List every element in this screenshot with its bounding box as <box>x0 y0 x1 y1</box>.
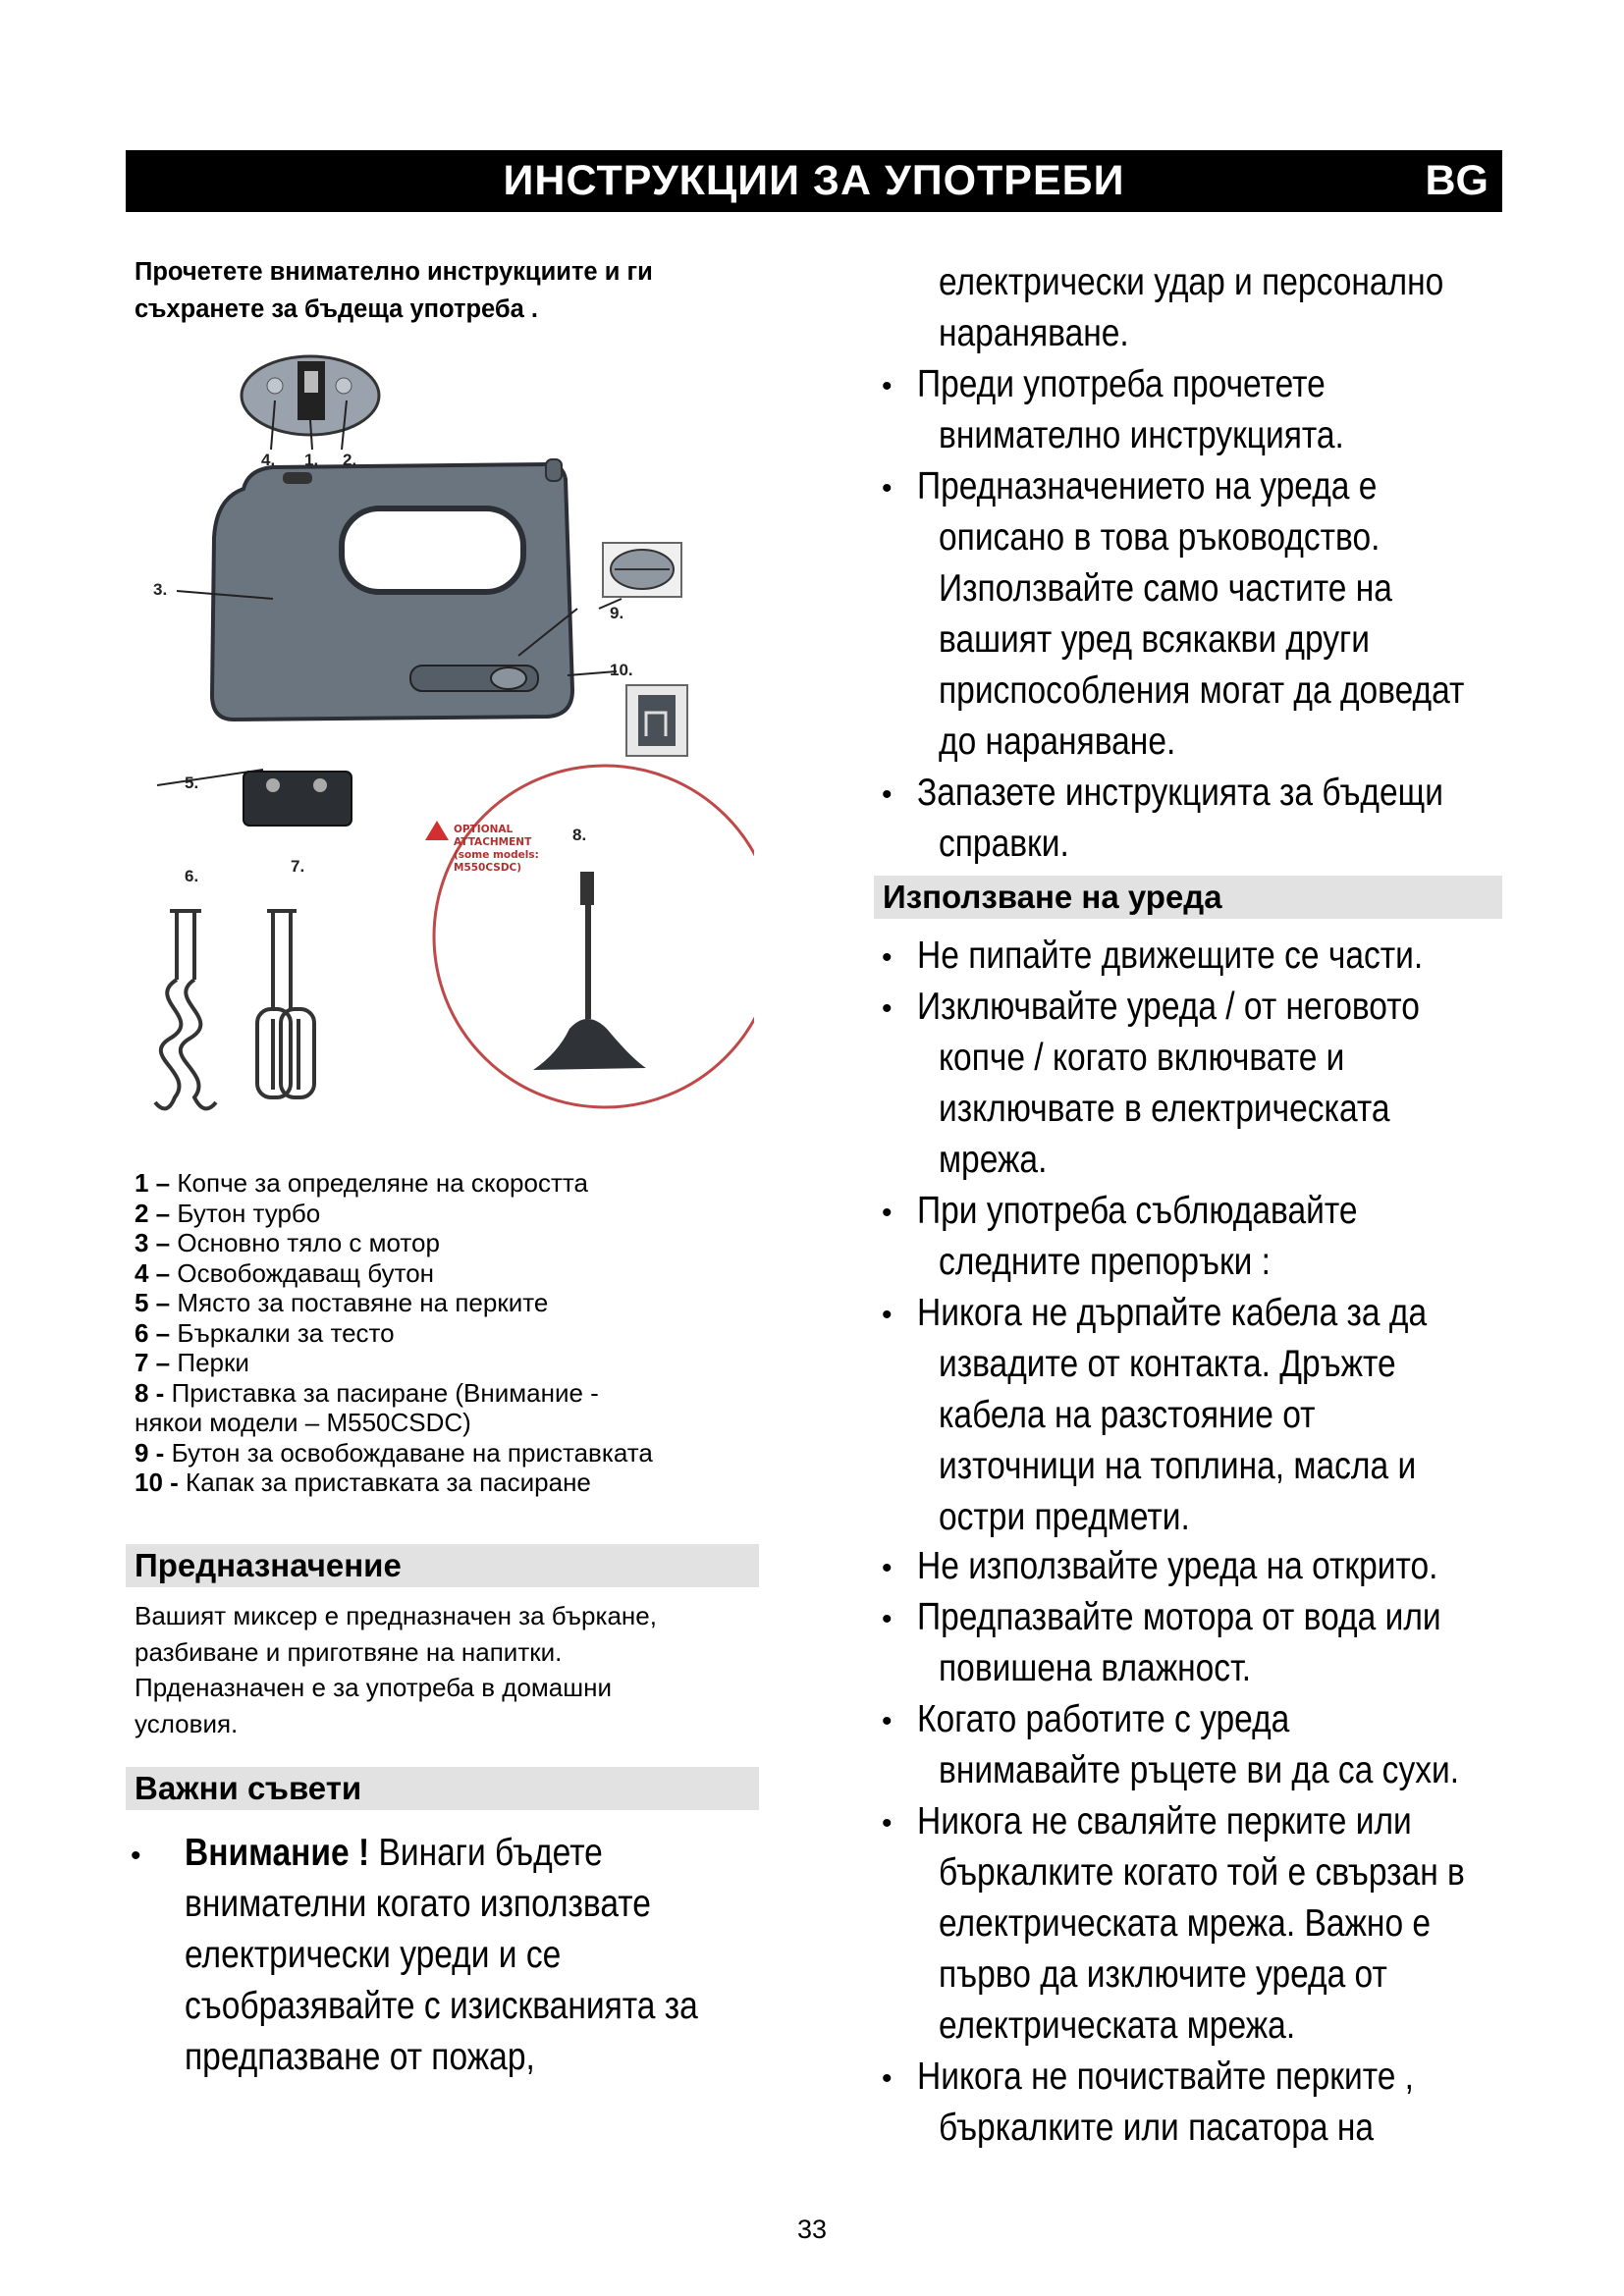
legend-item: 8 - Приставка за пасиране (Внимание - <box>135 1377 599 1408</box>
legend-item: някои модели – M550CSDC) <box>135 1408 471 1437</box>
bullet-line: изключвате в електрическата <box>939 1088 1390 1130</box>
bullet-line: електрически удар и персонално <box>939 261 1444 303</box>
bullet-dot: • <box>882 1705 893 1737</box>
note-line: ATTACHMENT <box>454 836 532 848</box>
bullet-dot: • <box>882 1552 893 1584</box>
callout-label: 6. <box>185 867 199 885</box>
callout-label: 8. <box>572 826 587 844</box>
bullet-line: остри предмети. <box>939 1496 1190 1538</box>
tips-heading: Важни съвети <box>126 1767 759 1810</box>
note-line: M550CSDC) <box>454 862 522 874</box>
intro-line: Прочетете внимателно инструкциите и ги <box>135 258 653 286</box>
legend-item: 7 – Перки <box>135 1348 249 1377</box>
callout-label: 1. <box>304 451 319 469</box>
bullet-line: нараняване. <box>939 312 1129 354</box>
bullet-line: Използвайте само частите на <box>939 567 1392 610</box>
bullet-dot: • <box>882 472 893 505</box>
page-number: 33 <box>796 2215 828 2244</box>
mixer-body <box>212 459 572 720</box>
bullet-dot: • <box>882 1807 893 1840</box>
warning-label: Внимание ! <box>185 1832 370 1874</box>
bullet-line: предпазване от пожар, <box>185 2036 535 2078</box>
bullet-line: Никога не сваляйте перките или <box>917 1800 1412 1842</box>
blender-attachment <box>533 872 646 1070</box>
page-title: ИНСТРУКЦИИ ЗА УПОТРЕБИ <box>503 157 1125 204</box>
callout-label: 7. <box>291 857 305 876</box>
purpose-line: условия. <box>135 1708 239 1738</box>
legend-item: 5 – Място за поставяне на перките <box>135 1288 549 1317</box>
bullet-line: внимавайте ръцете ви да са сухи. <box>939 1749 1460 1791</box>
dough-hooks <box>155 911 216 1108</box>
parts-legend <box>135 1168 763 1498</box>
bullet-line: внимателни когато използвате <box>185 1883 651 1925</box>
bullet-line: Не използвайте уреда на открито. <box>917 1545 1438 1587</box>
bullet-line: Изключвайте уреда / от неговото <box>917 986 1420 1028</box>
bullet-dot: • <box>882 992 893 1025</box>
bullet-line: Запазете инструкцията за бъдещи <box>917 772 1443 814</box>
optional-attachment-note <box>454 824 539 874</box>
callout-label: 10. <box>610 661 633 679</box>
callout-label: 4. <box>261 451 276 469</box>
bullet-dot: • <box>882 778 893 811</box>
purpose-heading: Предназначение <box>126 1544 759 1587</box>
bullet-line: Никога не дърпайте кабела за да <box>917 1292 1428 1334</box>
legend-item: 6 – Бъркалки за тесто <box>135 1317 395 1348</box>
bullet-dot: • <box>882 1197 893 1229</box>
bullet-line: Никога не почиствайте перките , <box>917 2056 1414 2098</box>
bullet-line: внимателно инструкцията. <box>939 414 1344 456</box>
bullet-dot: • <box>131 1840 141 1872</box>
legend-item: 1 – Копче за определяне на скоростта <box>135 1168 588 1198</box>
bullet-line: Предназначението на уреда е <box>917 465 1378 507</box>
bullet-line: повишена влажност. <box>939 1647 1252 1689</box>
bullet-line: бъркалките когато той е свързан в <box>939 1851 1465 1894</box>
purpose-line: Прденазначен е за употреба в домашни <box>135 1673 612 1702</box>
title-bar <box>126 150 1502 212</box>
mixer-illustration <box>126 342 754 1156</box>
bullet-line: кабела на разстояние от <box>939 1394 1316 1436</box>
bullet-line: Не пипайте движещите се части. <box>917 934 1424 977</box>
bullet-line: електрическата мрежа. <box>939 2004 1296 2047</box>
bullet-line: извадите от контакта. Дръжте <box>939 1343 1396 1385</box>
bullet-line: Когато работите с уреда <box>917 1698 1290 1740</box>
bullet-line: мрежа. <box>939 1139 1048 1181</box>
bullet-line: справки. <box>939 823 1069 865</box>
intro-text <box>135 253 763 328</box>
bullet-text: Винаги бъдете <box>378 1832 603 1874</box>
note-line: OPTIONAL <box>454 824 514 835</box>
bullet-dot: • <box>882 941 893 974</box>
callout-label: 9. <box>610 604 624 622</box>
legend-item: 2 – Бутон турбо <box>135 1198 321 1228</box>
bullet-line: вашият уред всякакви други <box>939 618 1371 661</box>
bullet-line: до нараняване. <box>939 721 1176 763</box>
bullet-dot: • <box>882 1603 893 1635</box>
bullet-line <box>185 1828 603 1879</box>
legend-item: 3 – Основно тяло с мотор <box>135 1228 440 1257</box>
legend-item: 4 – Освобождаващ бутон <box>135 1257 435 1288</box>
purpose-line: разбиване и приготвяне на напитки. <box>135 1636 563 1667</box>
bullet-line: електрически уреди и се <box>185 1934 562 1976</box>
bullet-line: приспособления могат да доведат <box>939 669 1465 712</box>
bullet-line: При употреба съблюдавайте <box>917 1190 1358 1232</box>
callout-label: 5. <box>185 774 199 792</box>
bullet-dot: • <box>882 2062 893 2095</box>
bullet-line: електрическата мрежа. Важно е <box>939 1902 1432 1945</box>
beaters <box>257 911 314 1097</box>
purpose-line: Вашият миксер е предназначен за бъркане, <box>135 1601 657 1630</box>
legend-item: 9 - Бутон за освобождаване на приставката <box>135 1437 653 1468</box>
language-code: BG <box>1425 157 1489 204</box>
bullet-line: съобразявайте с изискванията за <box>185 1985 698 2027</box>
bullet-line: източници на топлина, масла и <box>939 1445 1417 1487</box>
legend-item: 10 - Капак за приставката за пасиране <box>135 1468 591 1497</box>
bullet-line: бъркалките или пасатора на <box>939 2107 1375 2149</box>
bullet-line: описано в това ръководство. <box>939 516 1380 559</box>
intro-line: съхранете за бъдеща употреба . <box>135 295 538 323</box>
note-line: (some models: <box>454 849 539 861</box>
callout-label: 3. <box>153 580 168 599</box>
bullet-line: Преди употреба прочетете <box>917 363 1326 405</box>
bullet-line: следните препоръки : <box>939 1241 1271 1283</box>
bullet-line: Предпазвайте мотора от вода или <box>917 1596 1441 1638</box>
bullet-dot: • <box>882 370 893 402</box>
callout-label: 2. <box>343 451 357 469</box>
bullet-line: копче / когато включвате и <box>939 1037 1345 1079</box>
purpose-text <box>135 1598 763 1741</box>
bullet-dot: • <box>882 1299 893 1331</box>
bullet-line: първо да изключите уреда от <box>939 1953 1387 1996</box>
usage-heading: Използване на уреда <box>874 876 1502 919</box>
